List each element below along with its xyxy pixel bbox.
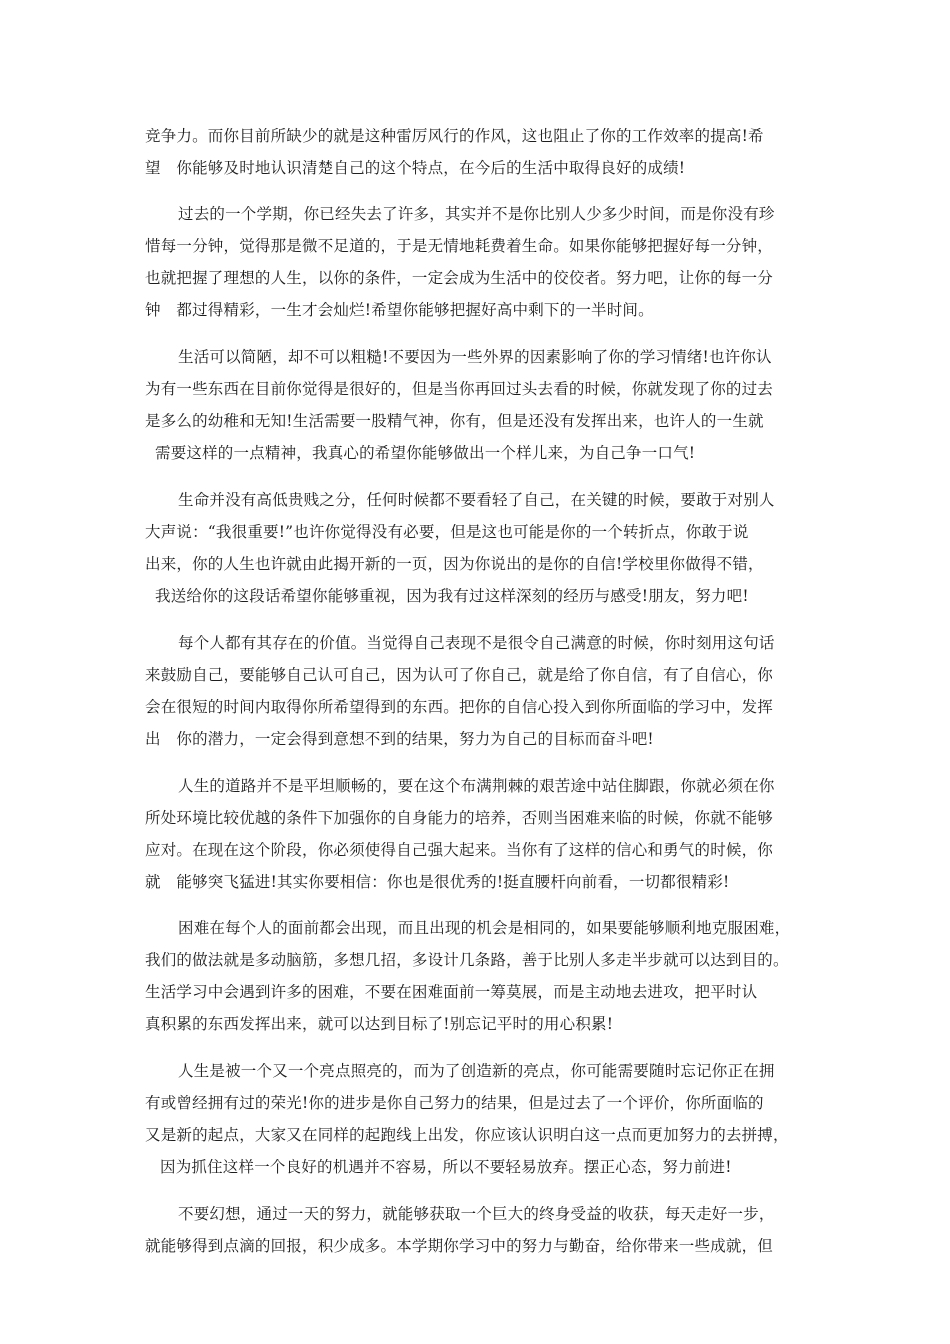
paragraph-2-line-3: 也就把握了理想的人生，以你的条件，一定会成为生活中的佼佼者。努力吧，让你的每一分	[145, 269, 774, 287]
paragraph-3-line-1: 生活可以简陋，却不可以粗糙!不要因为一些外界的因素影响了你的学习情绪!也许你认	[178, 348, 772, 366]
paragraph-6-line-1: 人生的道路并不是平坦顺畅的，要在这个布满荆棘的艰苦途中站住脚跟，你就必须在你	[178, 777, 775, 795]
paragraph-5-line-4: 出 你的潜力，一定会得到意想不到的结果，努力为自己的目标而奋斗吧!	[145, 730, 654, 748]
paragraph-4-line-4: 我送给你的这段话希望你能够重视，因为我有过这样深刻的经历与感受!朋友，努力吧!	[155, 587, 749, 605]
paragraph-3-line-3: 是多么的幼稚和无知!生活需要一股精气神，你有，但是还没有发挥出来，也许人的一生就	[145, 412, 764, 430]
paragraph-1-line-2: 望 你能够及时地认识清楚自己的这个特点，在今后的生活中取得良好的成绩!	[145, 159, 686, 177]
paragraph-7-line-1: 困难在每个人的面前都会出现，而且出现的机会是相同的，如果要能够顺利地克服困难，	[178, 919, 791, 937]
paragraph-4-line-1: 生命并没有高低贵贱之分，任何时候都不要看轻了自己，在关键的时候，要敢于对别人	[178, 491, 775, 509]
paragraph-8-line-3: 又是新的起点，大家又在同样的起跑线上出发，你应该认识明白这一点而更加努力的去拼搏，	[145, 1126, 789, 1144]
paragraph-7-line-4: 真积累的东西发挥出来，就可以达到目标了!别忘记平时的用心积累!	[145, 1015, 614, 1033]
paragraph-2-line-2: 惜每一分钟，觉得那是微不足道的，于是无情地耗费着生命。如果你能够把握好每一分钟，	[145, 237, 774, 255]
paragraph-9-line-1: 不要幻想，通过一天的努力，就能够获取一个巨大的终身受益的收获，每天走好一步，	[178, 1205, 775, 1223]
paragraph-5-line-2: 来鼓励自己，要能够自己认可自己，因为认可了你自己，就是给了你自信，有了自信心，你	[145, 666, 774, 684]
paragraph-4-line-2: 大声说：“我很重要!”也许你觉得没有必要，但是这也可能是你的一个转折点，你敢于说	[145, 523, 749, 541]
paragraph-2-line-1: 过去的一个学期，你已经失去了许多，其实并不是你比别人少多少时间，而是你没有珍	[178, 205, 775, 223]
paragraph-2-line-4: 钟 都过得精彩，一生才会灿烂!希望你能够把握好高中剩下的一半时间。	[145, 301, 654, 319]
paragraph-6-line-3: 应对。在现在这个阶段，你必须使得自己强大起来。当你有了这样的信心和勇气的时候，你	[145, 841, 774, 859]
paragraph-8-line-4: 因为抓住这样一个良好的机遇并不容易，所以不要轻易放弃。摆正心态，努力前进!	[160, 1158, 732, 1176]
paragraph-1-line-1: 竞争力。而你目前所缺少的就是这种雷厉风行的作风，这也阻止了你的工作效率的提高!希	[145, 127, 764, 145]
paragraph-9-line-2: 就能够得到点滴的回报，积少成多。本学期你学习中的努力与勤奋，给你带来一些成就，但	[145, 1237, 774, 1255]
paragraph-7-line-3: 生活学习中会遇到许多的困难，不要在困难面前一筹莫展，而是主动地去进攻，把平时认	[145, 983, 758, 1001]
paragraph-8-line-1: 人生是被一个又一个亮点照亮的，而为了创造新的亮点，你可能需要随时忘记你正在拥	[178, 1062, 775, 1080]
paragraph-6-line-4: 就 能够突飞猛进!其实你要相信：你也是很优秀的!挺直腰杆向前看，一切都很精彩!	[145, 873, 730, 891]
paragraph-5-line-1: 每个人都有其存在的价值。当觉得自己表现不是很令自己满意的时候，你时刻用这句话	[178, 634, 775, 652]
paragraph-4-line-3: 出来，你的人生也许就由此揭开新的一页，因为你说出的是你的自信!学校里你做得不错，	[145, 555, 764, 573]
paragraph-3-line-2: 为有一些东西在目前你觉得是很好的，但是当你再回过头去看的时候，你就发现了你的过去	[145, 380, 774, 398]
paragraph-7-line-2: 我们的做法就是多动脑筋，多想几招，多设计几条路，善于比别人多走半步就可以达到目的。	[145, 951, 789, 969]
paragraph-5-line-3: 会在很短的时间内取得你所希望得到的东西。把你的自信心投入到你所面临的学习中，发挥	[145, 698, 774, 716]
paragraph-8-line-2: 有或曾经拥有过的荣光!你的进步是你自己努力的结果，但是过去了一个评价，你所面临的	[145, 1094, 764, 1112]
paragraph-6-line-2: 所处环境比较优越的条件下加强你的自身能力的培养，否则当困难来临的时候，你就不能够	[145, 809, 774, 827]
paragraph-3-line-4: 需要这样的一点精神，我真心的希望你能够做出一个样儿来，为自己争一口气!	[155, 444, 696, 462]
